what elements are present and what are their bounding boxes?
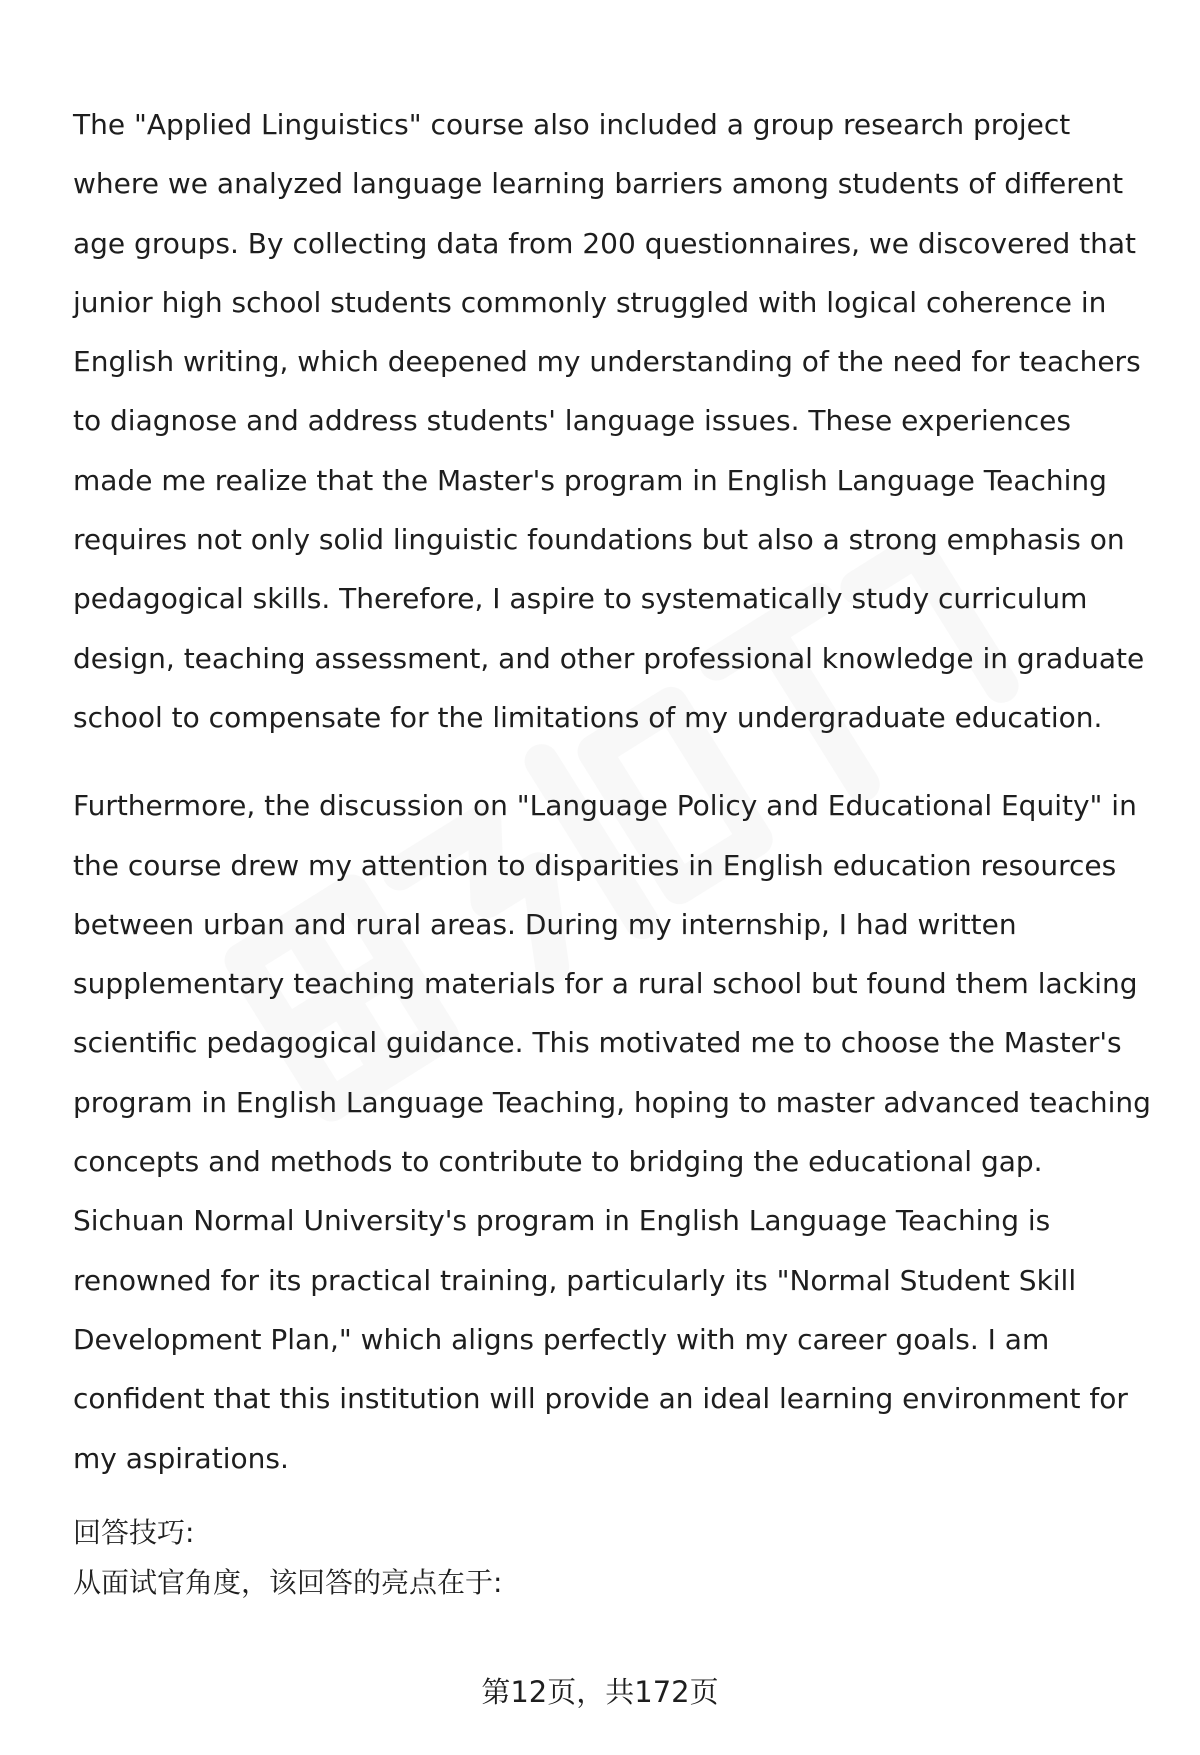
- page-number: 第12页，共172页: [481, 1675, 719, 1709]
- body-paragraph: The "Applied Linguistics" course also included a group research project where we analyzed language learning barriers among students of different age groups. By collecting data from 200 questionnaires, we discovered that junior high school students commonly struggled with logical coherence in English writing, which deepened my understanding of the need for teachers to diagnose and address students' language issues. These experiences made me realize that the Master's program in English Language Teaching requires not only solid linguistic foundations but also a strong emphasis on pedagogical skills. Therefore, I aspire to systematically study curriculum design, teaching assessment, and other professional knowledge in graduate school to compensate for the limitations of my undergraduate education.: [73, 108, 1145, 734]
- tips-heading: 回答技巧:: [73, 1515, 195, 1549]
- document-body: [73, 95, 1158, 1608]
- tips-intro: 从面试官角度，该回答的亮点在于:: [73, 1565, 503, 1599]
- body-paragraph: Furthermore, the discussion on "Language Policy and Educational Equity" in the course drew my attention to disparities in English education resources between urban and rural areas. During my internship, I had written supplementary teaching materials for a rural school but found them lacking scientific pedagogical guidance. This motivated me to choose the Master's program in English Language Teaching, hoping to master advanced teaching concepts and methods to contribute to bridging the educational gap. Sichuan Normal University's program in English Language Teaching is renowned for its practical training, particularly its "Normal Student Skill Development Plan," which aligns perfectly with my career goals. I am confident that this institution will provide an ideal learning environment for my aspirations.: [73, 789, 1151, 1475]
